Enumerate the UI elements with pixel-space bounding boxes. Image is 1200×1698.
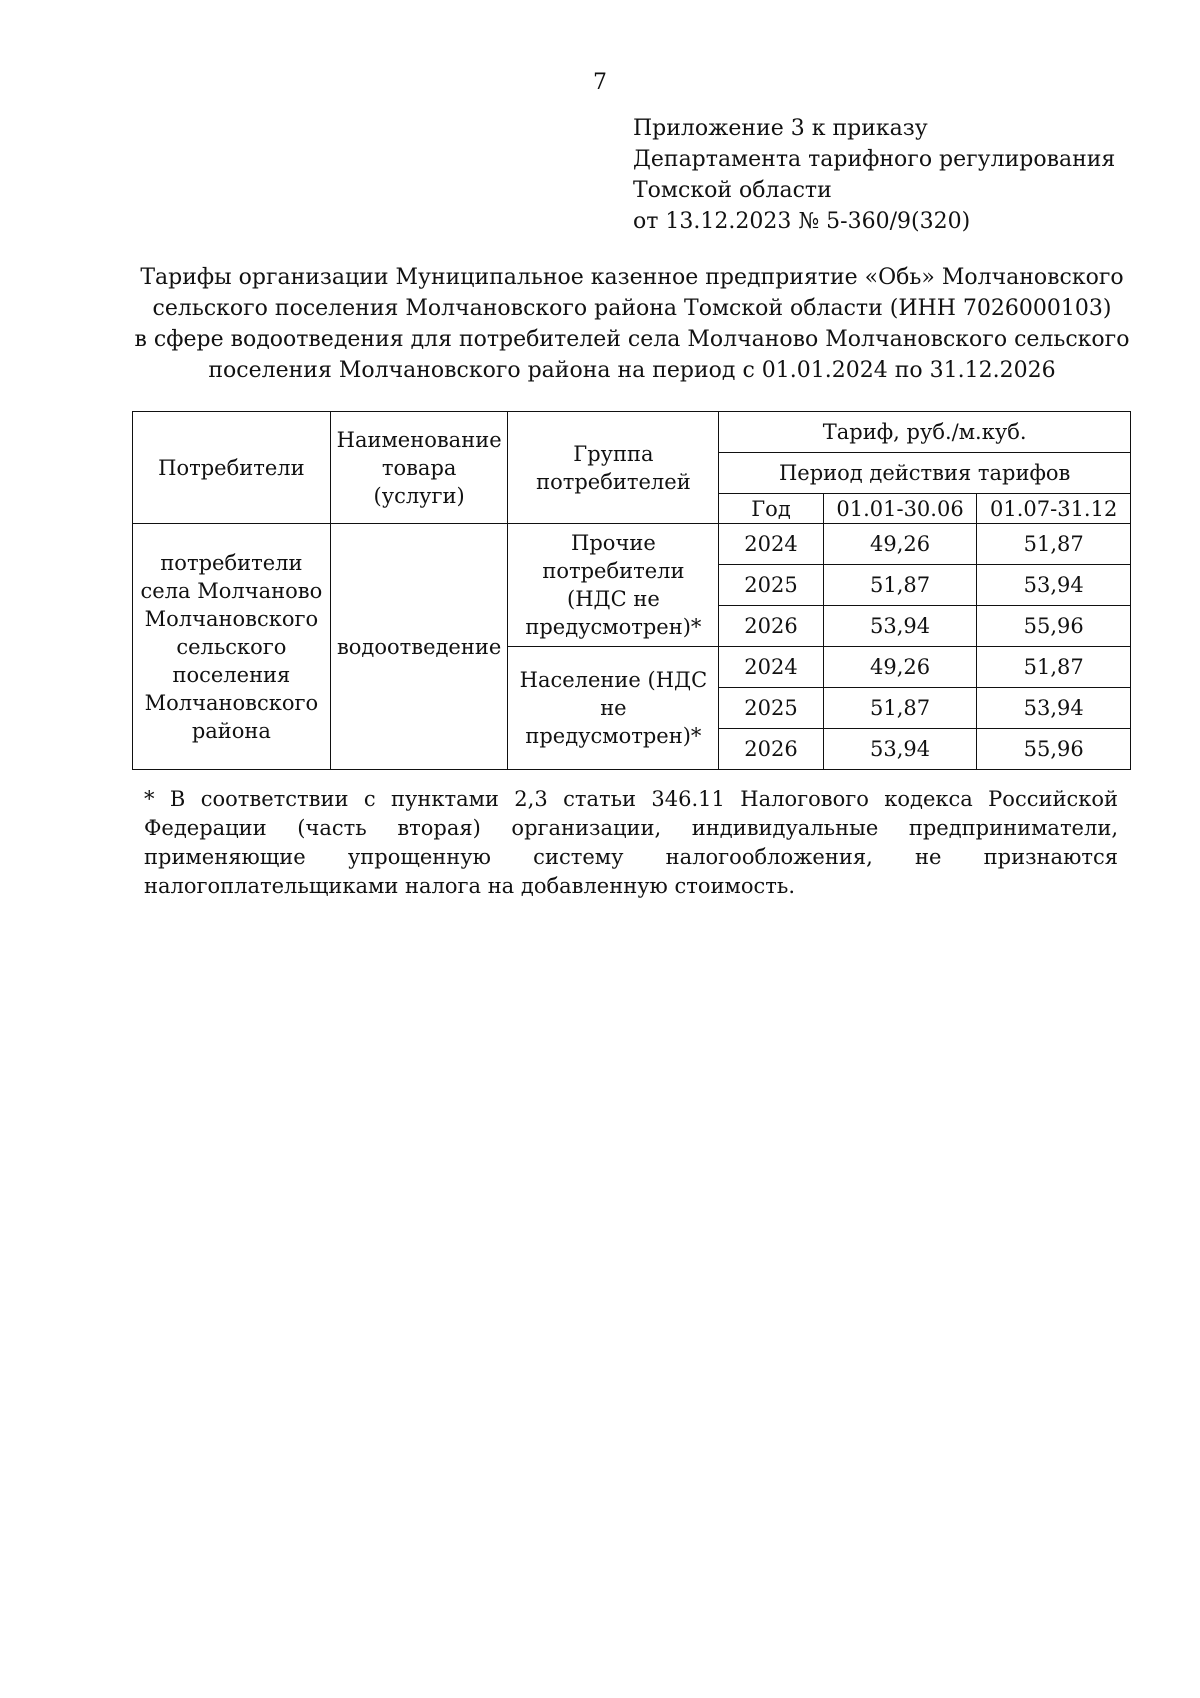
tariff-first-half: 49,26 bbox=[823, 647, 977, 688]
group-cell: Прочие потребители (НДС не предусмотрен)* bbox=[508, 524, 719, 647]
header-period: Период действия тарифов bbox=[719, 453, 1131, 494]
tariff-first-half: 53,94 bbox=[823, 606, 977, 647]
appendix-line: Департамента тарифного регулирования bbox=[633, 147, 1116, 172]
header-tariff: Тариф, руб./м.куб. bbox=[719, 412, 1131, 453]
tariff-second-half: 51,87 bbox=[977, 647, 1131, 688]
year-cell: 2026 bbox=[719, 606, 823, 647]
header-year: Год bbox=[719, 494, 823, 524]
header-second-half: 01.07-31.12 bbox=[977, 494, 1131, 524]
title-line: в сфере водоотведения для потребителей села Молчаново Молчановского сельского bbox=[134, 327, 1130, 352]
table-row bbox=[133, 524, 1131, 565]
title-line: поселения Молчановского района на период с 01.01.2024 по 31.12.2026 bbox=[208, 358, 1056, 383]
year-cell: 2024 bbox=[719, 524, 823, 565]
header-service: Наименование товара (услуги) bbox=[330, 412, 508, 524]
footnote: * В соответствии с пунктами 2,3 статьи 346.11 Налогового кодекса Российской Федерации (часть вторая) организации, индивидуальные предприниматели, применяющие упрощенную систему налогообложения, не признаются налогоплательщиками налога на добавленную стоимость. bbox=[144, 787, 1118, 898]
tariff-second-half: 55,96 bbox=[977, 606, 1131, 647]
year-cell: 2024 bbox=[719, 647, 823, 688]
appendix-line: от 13.12.2023 № 5-360/9(320) bbox=[633, 209, 971, 234]
title-line: сельского поселения Молчановского района Томской области (ИНН 7026000103) bbox=[152, 296, 1112, 321]
tariff-table bbox=[132, 411, 1131, 770]
header-consumers: Потребители bbox=[133, 412, 331, 524]
header-first-half: 01.01-30.06 bbox=[823, 494, 977, 524]
appendix-line: Томской области bbox=[633, 178, 832, 203]
tariff-first-half: 53,94 bbox=[823, 729, 977, 770]
group-cell: Население (НДС не предусмотрен)* bbox=[508, 647, 719, 770]
tariff-second-half: 53,94 bbox=[977, 565, 1131, 606]
tariff-second-half: 51,87 bbox=[977, 524, 1131, 565]
year-cell: 2025 bbox=[719, 565, 823, 606]
tariff-first-half: 51,87 bbox=[823, 688, 977, 729]
header-row bbox=[133, 412, 1131, 453]
header-group: Группа потребителей bbox=[508, 412, 719, 524]
tariff-second-half: 53,94 bbox=[977, 688, 1131, 729]
document-title bbox=[132, 262, 1132, 386]
title-line: Тарифы организации Муниципальное казенное предприятие «Обь» Молчановского bbox=[140, 265, 1124, 290]
page-number: 7 bbox=[593, 70, 607, 95]
tariff-first-half: 51,87 bbox=[823, 565, 977, 606]
consumers-cell: потребители села Молчаново Молчановского сельского поселения Молчановского района bbox=[133, 524, 331, 770]
tariff-first-half: 49,26 bbox=[823, 524, 977, 565]
tariff-second-half: 55,96 bbox=[977, 729, 1131, 770]
appendix-block bbox=[633, 113, 1115, 237]
service-cell: водоотведение bbox=[330, 524, 508, 770]
year-cell: 2026 bbox=[719, 729, 823, 770]
year-cell: 2025 bbox=[719, 688, 823, 729]
appendix-line: Приложение 3 к приказу bbox=[633, 116, 928, 141]
